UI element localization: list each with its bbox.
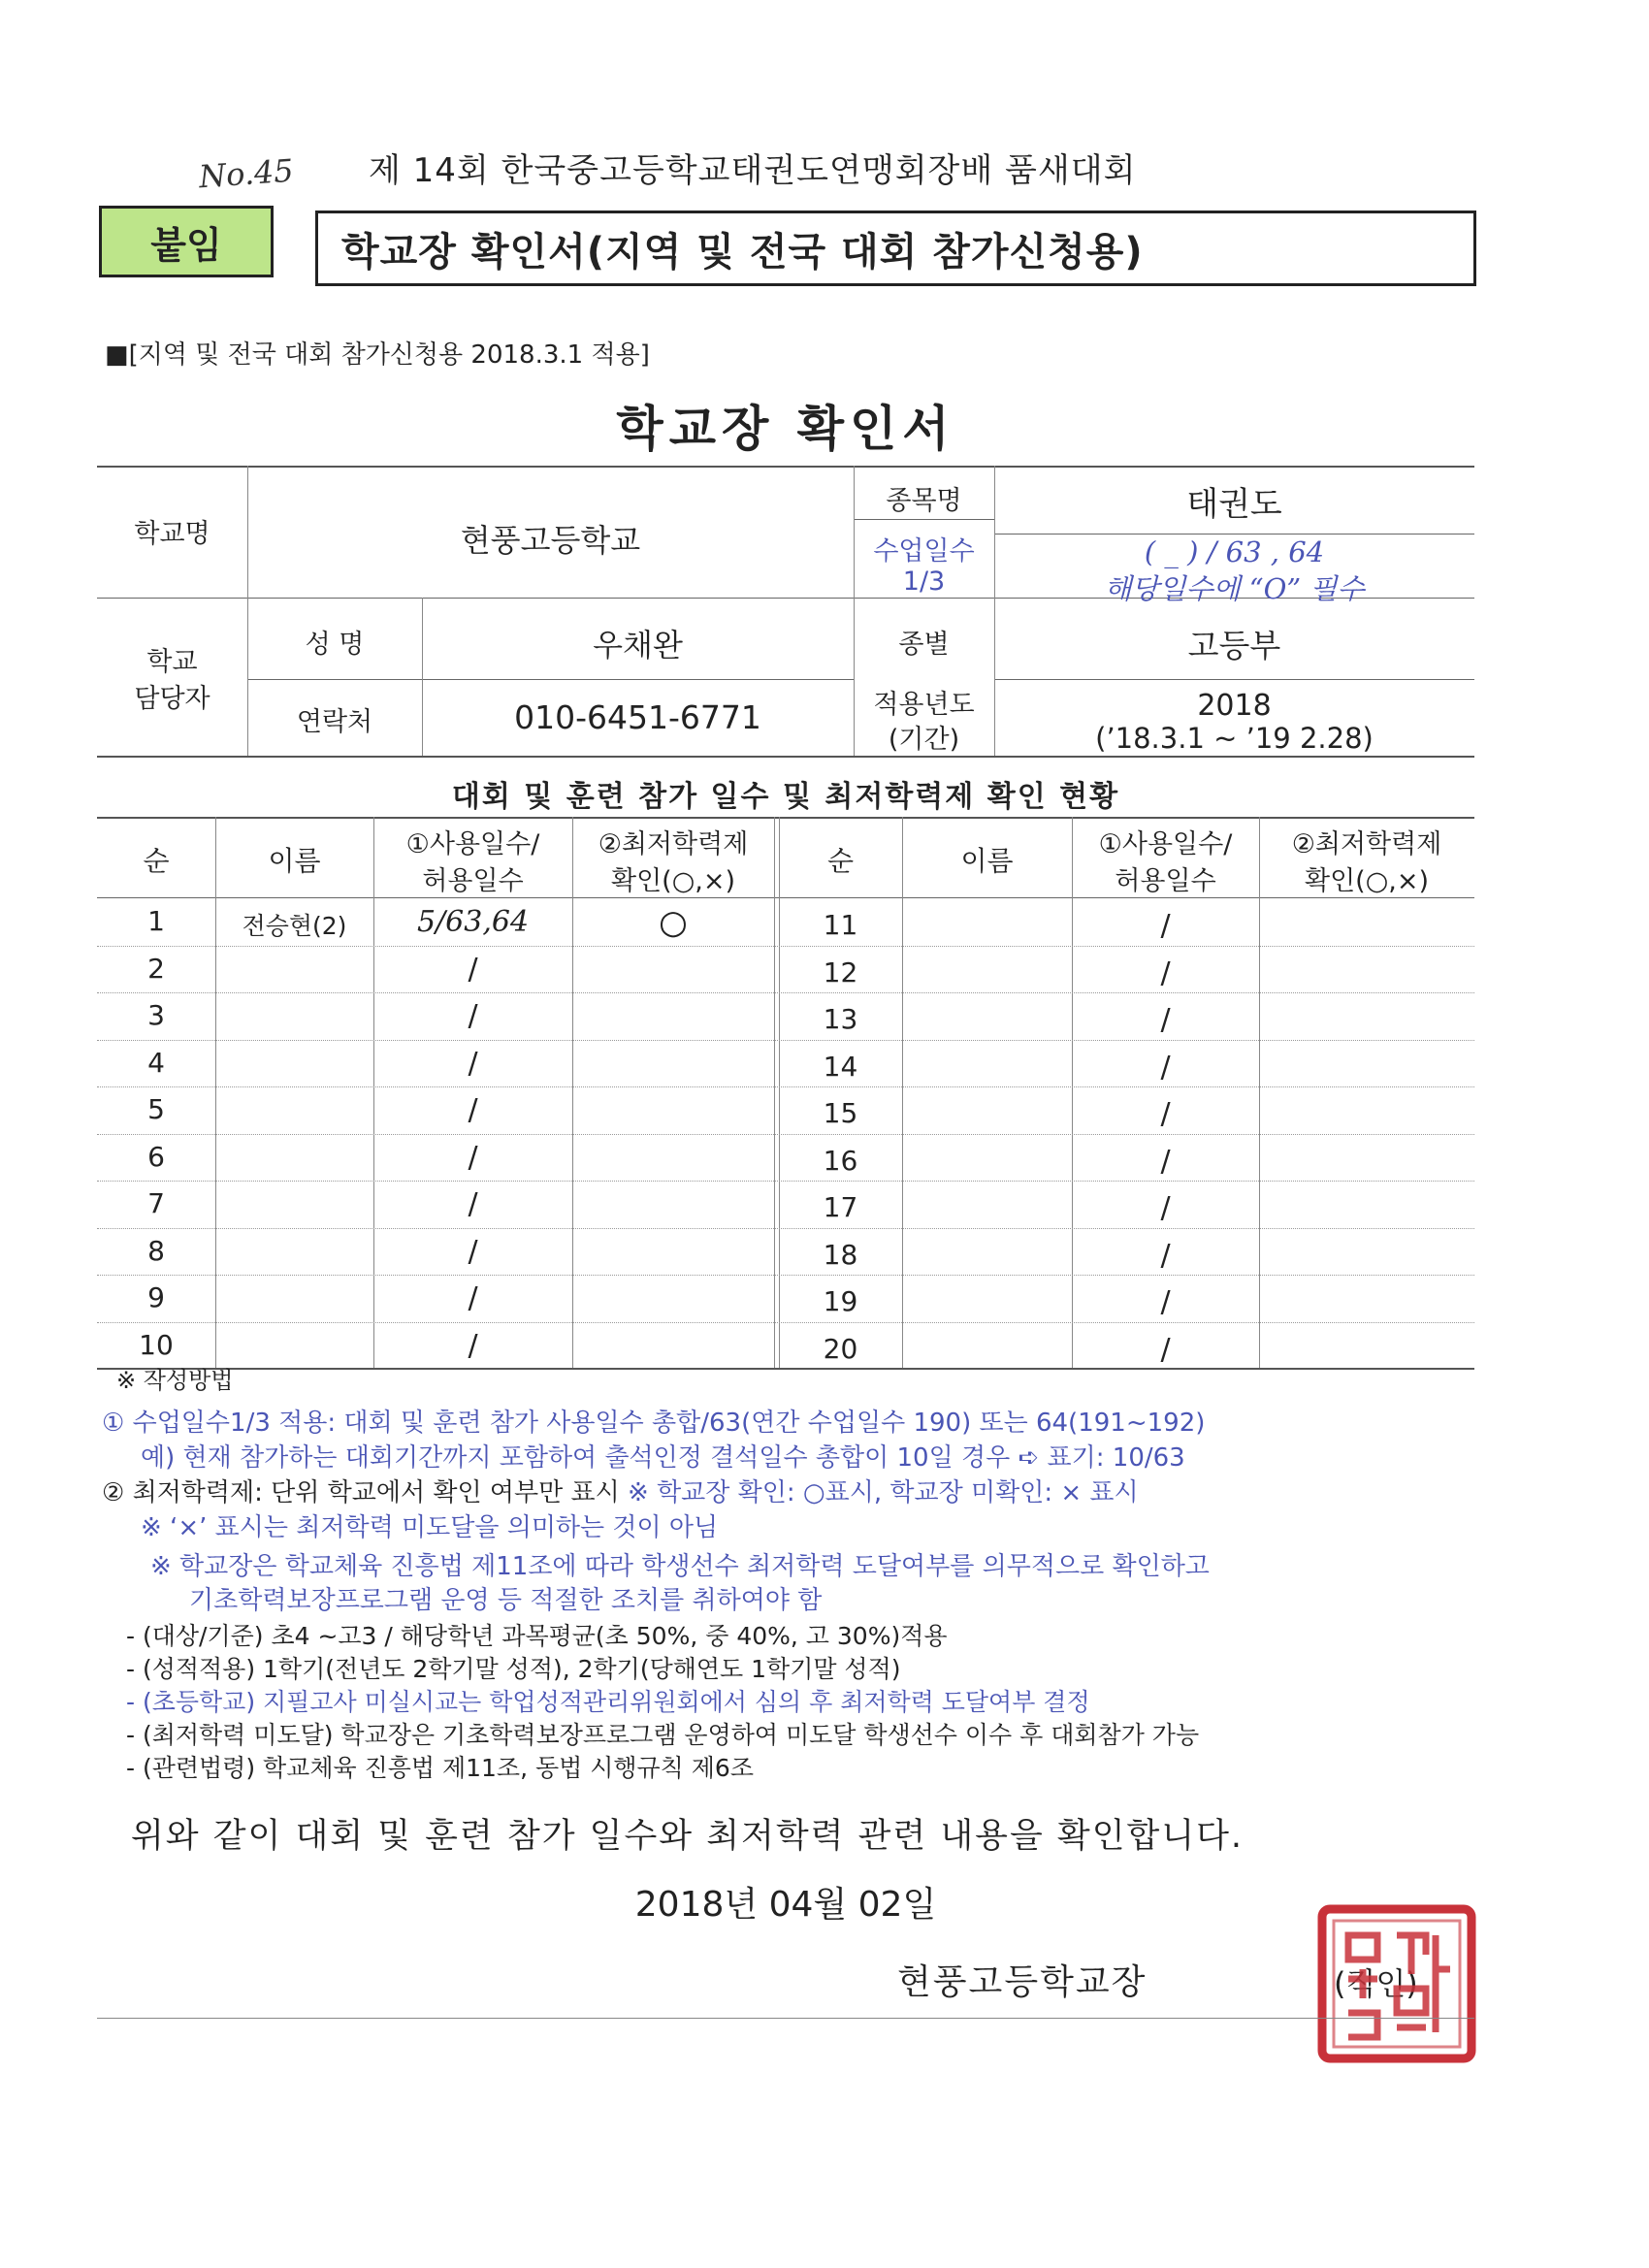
status-section-title: 대회 및 훈련 참가 일수 및 최저학력제 확인 현황 (451, 780, 1120, 814)
banner-title: 학교장 확인서(지역 및 전국 대회 참가신청용) (341, 229, 1144, 275)
issue-date: 2018년 04월 02일 (634, 1885, 937, 1925)
row-days: / (468, 999, 478, 1033)
note-bullet-elementary: - (초등학교) 지필고사 미실시교는 학업성적관리위원회에서 심의 후 최저학력 도달여부 결정 (126, 1688, 1090, 1716)
header-days-left-line2: 허용일수 (422, 866, 524, 896)
row-no: 20 (823, 1333, 858, 1365)
phone-value: 010-6451-6771 (514, 698, 761, 736)
attachment-badge-label: 붙임 (150, 223, 222, 267)
row-no: 10 (139, 1329, 174, 1361)
row-no: 7 (147, 1187, 165, 1219)
year-value: 2018 (1197, 689, 1272, 723)
row-no: 14 (823, 1051, 858, 1083)
school-name-label: 학교명 (134, 519, 210, 549)
header-days-right-line2: 허용일수 (1115, 866, 1216, 896)
row-no: 15 (823, 1097, 858, 1129)
row-days: / (468, 1047, 478, 1081)
row-no: 11 (823, 909, 858, 941)
event-title: 제 14회 한국중고등학교태권도연맹회장배 품새대회 (369, 151, 1137, 190)
row-days: / (468, 1235, 478, 1269)
row-no: 17 (823, 1191, 858, 1223)
note-4-line1: ※ 학교장은 학교체육 진흥법 제11조에 따라 학생선수 최저학력 도달여부를 의무적으로 확인하고 (150, 1552, 1210, 1581)
header-name-left: 이름 (268, 845, 321, 877)
notes-heading: ※ 작성방법 (116, 1367, 234, 1394)
row-no: 12 (823, 956, 858, 988)
note-bullet-law: - (관련법령) 학교체육 진흥법 제11조, 동법 시행규칙 제6조 (126, 1754, 754, 1782)
row-days: / (1160, 1333, 1171, 1367)
sport-label: 종목명 (886, 486, 962, 516)
note-bullet-unmet: - (최저학력 미도달) 학교장은 기초학력보장프로그램 운영하여 미도달 학생선수 이수 후 대회참가 가능 (126, 1721, 1200, 1749)
handwritten-doc-number: No.45 (197, 151, 295, 196)
row-days: / (1160, 1239, 1171, 1273)
division-label: 종별 (898, 630, 950, 660)
school-name-value: 현풍고등학교 (460, 522, 641, 559)
document-title: 학교장 확인서 (616, 401, 955, 457)
applicability-note: ■[지역 및 전국 대회 참가신청용 2018.3.1 적용] (105, 340, 650, 370)
year-period-value: (’18.3.1 ~ ’19 2.28) (1095, 722, 1374, 755)
note-bullet-target: - (대상/기준) 초4 ~고3 / 해당학년 과목평균(초 50%, 중 40%, 고 30%)적용 (126, 1622, 948, 1650)
row-days: / (468, 1329, 478, 1363)
row-no: 16 (823, 1145, 858, 1177)
header-no-right: 순 (826, 845, 855, 877)
row-no: 8 (147, 1235, 165, 1267)
row-no: 19 (823, 1285, 858, 1317)
sport-value: 태권도 (1186, 485, 1282, 524)
row-name: 전승현(2) (242, 912, 347, 940)
class-days-instruction: 해당일수에 “O” 필수 (1104, 572, 1365, 605)
note-4-line2: 기초학력보장프로그램 운영 등 적절한 조치를 취하여야 함 (189, 1586, 823, 1615)
row-days: / (1160, 909, 1171, 943)
note-2 (102, 1478, 1139, 1507)
row-no: 6 (147, 1141, 165, 1173)
note-3: ※ ‘×’ 표시는 최저학력 미도달을 의미하는 것이 아님 (141, 1513, 719, 1542)
row-no: 18 (823, 1239, 858, 1271)
header-days-right-line1: ①사용일수/ (1098, 829, 1233, 859)
row-no: 9 (147, 1281, 165, 1313)
row-days: / (468, 1187, 478, 1221)
row-days: / (1160, 1097, 1171, 1131)
confirmation-statement: 위와 같이 대회 및 훈련 참가 일수와 최저학력 관련 내용을 확인합니다. (131, 1817, 1245, 1856)
header-name-right: 이름 (960, 845, 1014, 877)
row-no: 3 (147, 999, 165, 1031)
row-days: / (468, 1281, 478, 1315)
attachment-badge (99, 206, 274, 277)
header-check-left-line2: 확인(○,×) (611, 866, 735, 896)
name-value: 우채완 (593, 627, 683, 664)
official-seal-icon (1314, 1901, 1479, 2066)
division-value: 고등부 (1187, 627, 1281, 664)
note-2-label: ② 최저학력제: 단위 학교에서 확인 여부만 표시 (102, 1478, 620, 1507)
header-check-right-line1: ②최저학력제 (1291, 829, 1442, 859)
row-days: / (1160, 1003, 1171, 1037)
row-days: / (1160, 956, 1171, 990)
contact-label-line2: 담당자 (134, 684, 210, 714)
note-1-line1: ① 수업일수1/3 적용: 대회 및 훈련 참가 사용일수 총합/63(연간 수업일수 190) 또는 64(191~192) (102, 1409, 1206, 1438)
row-days: / (1160, 1191, 1171, 1225)
phone-label: 연락처 (296, 707, 373, 737)
header-days-left-line1: ①사용일수/ (405, 829, 540, 859)
signer-title: 현풍고등학교장 (897, 1962, 1148, 2002)
header-check-right-line2: 확인(○,×) (1305, 866, 1429, 896)
row-check: ○ (659, 903, 688, 942)
note-1-line2: 예) 현재 참가하는 대회기간까지 포함하여 출석인정 결석일수 총합이 10일 경우 ➪ 표기: 10/63 (141, 1443, 1185, 1473)
row-days: / (1160, 1145, 1171, 1179)
row-days: / (468, 1093, 478, 1127)
class-days-value: ( _ ) / 63 , 64 (1144, 535, 1325, 568)
row-no: 1 (147, 905, 165, 937)
row-no: 4 (147, 1047, 165, 1079)
year-label: 적용년도 (873, 690, 975, 720)
header-check-left-line1: ②최저학력제 (598, 829, 749, 859)
row-days: / (468, 1141, 478, 1175)
row-days: 5/63,64 (416, 905, 530, 939)
year-label-period: (기간) (888, 725, 960, 755)
seal-placeholder: (직인) (1334, 1965, 1418, 2002)
header-no-left: 순 (143, 845, 170, 877)
note-bullet-grades: - (성적적용) 1학기(전년도 2학기말 성적), 2학기(당해연도 1학기말 성적) (126, 1655, 901, 1683)
row-days: / (1160, 1285, 1171, 1319)
banner-title-box (315, 211, 1476, 286)
class-days-label: 수업일수 (873, 536, 975, 567)
row-days: / (468, 953, 478, 987)
name-label: 성 명 (305, 630, 365, 660)
row-no: 2 (147, 953, 165, 985)
row-days: / (1160, 1051, 1171, 1085)
note-2-marking: ※ 학교장 확인: ○표시, 학교장 미확인: × 표시 (628, 1478, 1139, 1507)
row-no: 13 (823, 1003, 858, 1035)
contact-label-line1: 학교 (146, 647, 198, 677)
class-days-ratio: 1/3 (902, 567, 946, 597)
row-no: 5 (147, 1093, 165, 1125)
